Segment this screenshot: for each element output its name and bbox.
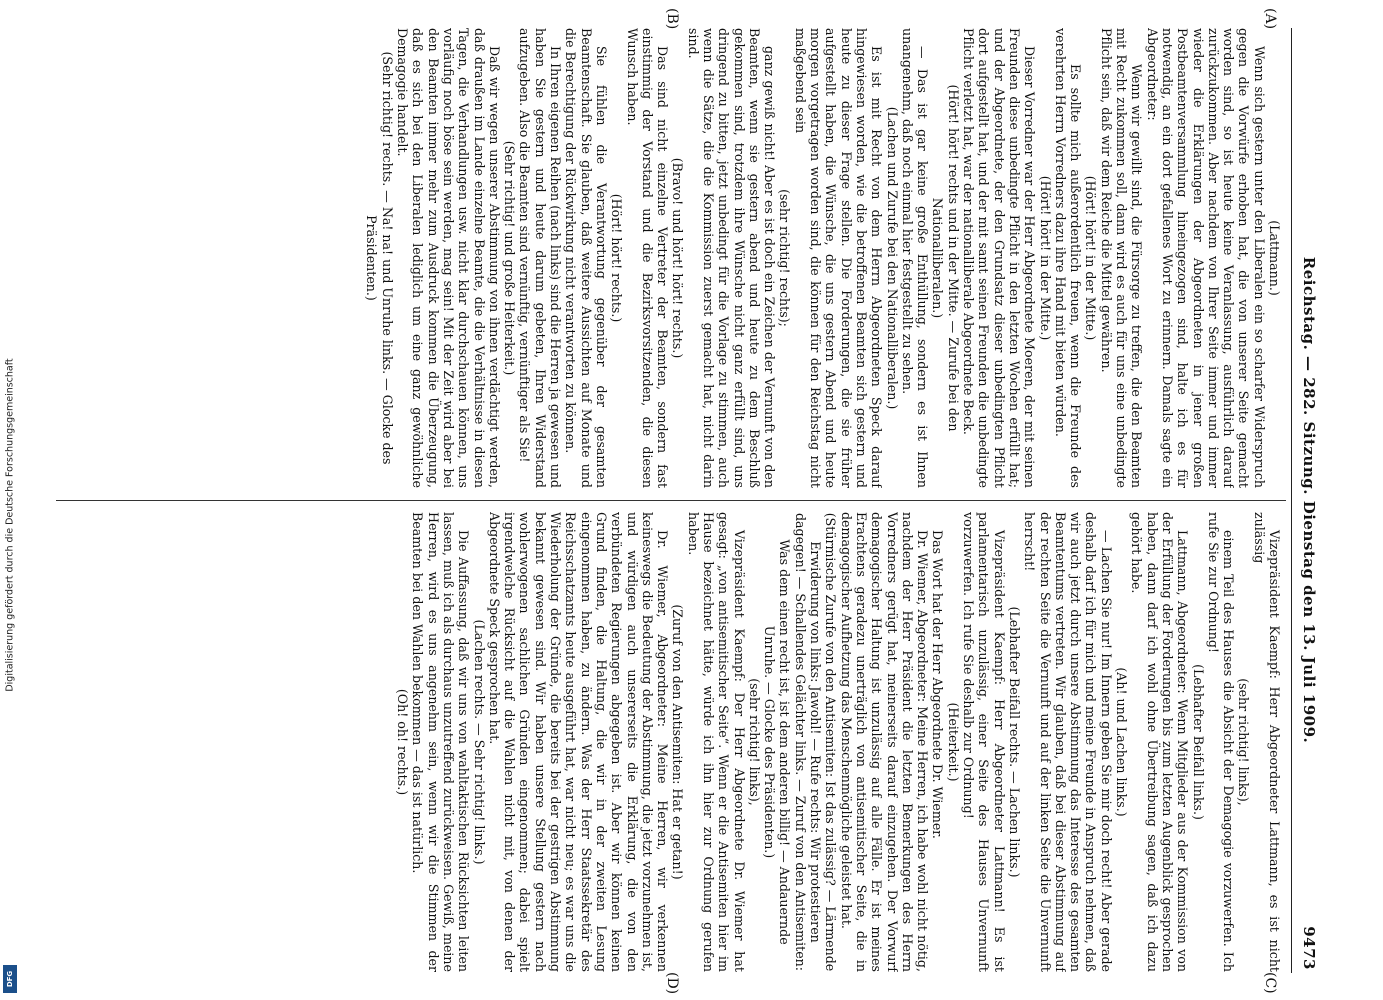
margin-marker-d: (D)	[664, 972, 680, 995]
paragraph: Dr. Wiemer, Abgeordneter: Meine Herren, wir verkennen keineswegs die Bedeutung der Abstimmung, die jetzt vorzunehmen ist, und würdigen auch unsererseits die Erklärung, die von den verbündeten Regierungen abgegeben ist. Aber wir können keinen Grund finden, die Haltung, die wir in der zweiten Lesung eingenommen haben, zu ändern. Was der Herr Staatssekretär des Reichsschatzamts heute ausgeführt hat, war nicht neu; es war uns die Wiederholung der Gründe, die bereits bei der gestrigen Abstimmung bekannt gewesen sind. Wir haben unsere Stellung gestern nach wohlerwogenen sachlichen Gründen eingenommen; dabei spielt irgendwelche Rücksicht auf die Wahlen nicht mit, von denen der Abgeordnete Speck gesprochen hat.	[486, 512, 671, 972]
left-column	[42, 28, 1282, 488]
paragraph: — Lachen Sie nur! Im Innern geben Sie mir doch recht! Aber gerade deshalb darf ich für mich und meine Freunde in Anspruch nehmen, daß wir auch jetzt durch unsere Abstimmung das Interesse des gesamten Beamtentums vertreten. Wir glauben, daß bei dieser Abstimmung auf der rechten Seite die Vernunft und auf der linken Seite die Unvernunft herrscht!	[1022, 512, 1114, 972]
interjection: (Heiterkeit.)	[945, 702, 961, 782]
header-rule	[1291, 28, 1292, 973]
interjection: (Zuruf von den Antisemiten: Hat er getan!)	[670, 604, 686, 880]
paragraph: Vizepräsident Kaempf: Der Herr Abgeordnete Dr. Wiemer hat gesagt: „von antisemitischer Seite“. Wenn er die Antisemiten hier im Hause bezeichnet hätte, würde ich ihn hier zur Ordnung gerufen haben.	[685, 512, 747, 972]
paragraph: In Ihren eigenen Reihen (nach links) sind die Herren ja gewesen und haben Sie gestern und heute darum gebeten, Ihren Widerstand aufzugeben. Also die Beamten sind vernünftig, vernünftiger als Sie!	[517, 28, 564, 488]
margin-marker-c: (C)	[1262, 972, 1278, 994]
margin-marker-a: (A)	[1262, 8, 1278, 30]
interjection: (Sehr richtig! rechts. — Na! na! und Unruhe links. — Glocke des Präsidenten.)	[364, 51, 395, 465]
rotated-sheet	[20, 0, 1320, 1000]
credit-text: Digitalisierung gefördert durch die Deutsche Forschungsgemeinschaft	[4, 358, 16, 692]
paragraph: Lattmann, Abgeordneter: Wenn Mitglieder aus der Kommission von der Erfüllung der Forderungen bis zum letzten Augenblick gesprochen haben, dann darf ich wohl ohne Übertreibung sagen, daß ich dazu gehört habe.	[1129, 512, 1191, 972]
paragraph: Das sind nicht einzelne Vertreter der Beamten, sondern fast einstimmig der Vorstand und die Bezirksvorsitzenden, die diesen Wunsch haben.	[624, 28, 671, 488]
paragraph: Dr. Wiemer, Abgeordneter: Meine Herren, ich habe wohl nicht nötig, nachdem der Herr Präsident die letzten Bemerkungen des Herrn Vorredners gerügt hat, meinerseits darauf einzugehen. Der Vorwurf demagogischer Haltung ist unzulässig auf alle Fälle. Er ist meines Erachtens geradezu unerträglich von antisemitischer Seite, die in demagogischer Aufhetzung das Menschenmögliche geleistet hat.	[838, 512, 931, 972]
paragraph: Das Wort hat der Herr Abgeordnete Dr. Wiemer.	[930, 530, 946, 839]
paragraph: Vizepräsident Kaempf: Herr Abgeordneter Lattmann! Es ist parlamentarisch unzulässig, einer Seite des Hauses Unvernunft vorzuwerfen. Ich rufe Sie deshalb zur Ordnung!	[961, 512, 1007, 972]
dfg-logo-text: DFG	[6, 970, 14, 988]
paragraph: Vizepräsident Kaempf: Herr Abgeordneter Lattmann, es ist nicht zulässig	[1251, 512, 1282, 972]
interjection: (Oh! oh! rechts.)	[395, 688, 411, 796]
right-column	[42, 512, 1282, 972]
interjection: (Hört! hört! in der Mitte.)	[1037, 175, 1053, 341]
interjection: (Bravo! und hört! hört! rechts.)	[670, 157, 686, 359]
paragraph: Es ist mit Recht von dem Herrn Abgeordneten Speck darauf hingewiesen worden, wie die betroffenen Beamten sich gestern und heute zu dieser Frage stellen. Die Forderungen, die sie früher aufgestellt haben, die Wünsche, die uns gestern Abend und heute morgen vorgetragen worden sind, die können für den Reichstag nicht maßgebend sein	[792, 28, 885, 488]
paragraph: Sie fühlen die Verantwortung gegenüber der gesamten Beamtenschaft. Sie glauben, daß weitere Aussichten auf Monate und die Berechtigung der Rückwirkung nicht verantworten zu können.	[563, 28, 609, 488]
header-title: Reichstag. — 282. Sitzung. Dienstag den 13. Juli 1909.	[1300, 256, 1318, 744]
dfg-logo	[3, 965, 17, 993]
interjection: (Hört! hört! in der Mitte.)	[1083, 175, 1099, 341]
interjection: (Lebhafter Beifall rechts. — Lachen links.)	[1006, 606, 1022, 878]
interjection: (sehr richtig! rechts);	[777, 189, 793, 327]
interjection: (sehr richtig! links),	[746, 678, 762, 806]
paragraph: Dieser Vorredner war der Herr Abgeordnete Moeren, der mit seinen Freunden diese unbedingte Pflicht in den letzten Wochen erfüllt hat; und der Abgeordnete, der den Grundsatz dieser unbedingten Pflicht dort aufgestellt hat, und der mit samt seinen Freunden die unbedingte Pflicht verletzt hat, war der nationalliberale Abgeordnete Beck.	[961, 28, 1038, 488]
margin-marker-b: (B)	[664, 8, 680, 30]
speaker-marker: (Lattmann.)	[1267, 220, 1282, 296]
page-number: 9473	[1300, 926, 1318, 970]
interjection: (Hört! hört! rechts.)	[609, 193, 625, 323]
running-header	[1292, 30, 1318, 970]
interjection: (Lachen und Zurufe bei den Nationalliberalen.)	[884, 106, 900, 410]
quote: Es sollte mich außerordentlich freuen, wenn die Freunde des verehrten Herrn Vorredners dazu ihre Hand mit bieten würden.	[1052, 28, 1084, 488]
paragraph: ganz gewiß nicht! Aber es ist doch ein Zeichen der Vernunft von den Beamten, wenn sie gestern abend und heute zu dem Beschluß gekommen sind, trotzdem ihre Wünsche nicht ganz erfüllt sind, uns dringend zu bitten, jetzt unbedingt für die Vorlage zu stimmen, auch wenn die Sätze, die die Kommission zuerst gemacht hat, nicht darin sind.	[685, 28, 778, 488]
interjection: (Hört! hört! rechts und in der Mitte. — Zurufe bei den Nationalliberalen.)	[930, 84, 961, 432]
paragraph: — Das ist gar keine große Enthüllung, sondern es ist Ihnen unangenehm, daß noch einmal hier festgestellt zu sehen.	[899, 28, 931, 488]
interjection: (sehr richtig! links),	[1236, 678, 1252, 806]
interjection: (Sehr richtig! und große Heiterkeit.)	[502, 140, 518, 376]
interjection: (Lebhafter Beifall links.)	[1190, 664, 1206, 820]
interjection: (Lachen rechts. — Sehr richtig! links.)	[471, 619, 487, 865]
paragraph: Die Auffassung, daß wir uns von wahltaktischen Rücksichten leiten lassen, muß ich als durchaus unzutreffend zurückweisen. Gewiß, meine Herren, wird es uns angenehm sein, wenn wir die Stimmen der Beamten bei den Wahlen bekommen — das ist natürlich.	[410, 512, 472, 972]
interjection: (Stürmische Zurufe von den Antisemiten: Ist das zulässig? — Lärmende Erwiderung von links: Jawohl! — Rufe rechts: Wir protestieren dagegen! — Schallendes Gelächter links. — Zuruf von den Antisemiten: Was dem einen recht ist, ist dem anderen billig! — Andauernde Unruhe. — Glocke des Präsidenten.)	[762, 512, 839, 972]
digitization-credit	[2, 60, 18, 990]
interjection: (Ah! und Lachen links.)	[1114, 667, 1130, 817]
column-divider	[56, 500, 1286, 501]
paragraph: einem Teil des Hauses die Absicht der Demagogie vorzuwerfen. Ich rufe Sie zur Ordnung!	[1205, 512, 1237, 972]
paragraph: Daß wir wegen unserer Abstimmung von ihnen verdächtigt werden, daß draußen im Lande einzelne Beamte, die die Verhältnisse in diesen Tagen, die Verhandlungen usw. nicht klar durchschauen können, uns vorläufig noch böse sein werden, mag sein! Mit der Zeit wird aber bei den Beamten immer mehr zum Ausdruck kommen die Überzeugung, daß es sich bei den Liberalen lediglich um eine ganz gewöhnliche Demagogie handelt.	[395, 28, 502, 488]
paragraph: Wenn sich gestern unter den Liberalen ein so scharfer Widerspruch gegen die Vorwürfe erhoben hat, die von unserer Seite gemacht worden sind, so ist heute keine Veranlassung, ausführlich darauf zurückzukommen. Aber nachdem von Ihrer Seite immer und immer wieder die Erklärungen der Abgeordneten in jener großen Postbeamtenversammlung hineingezogen sind, halte ich es für notwendig, an ein dort gefallenes Wort zu erinnern. Damals sagte ein Abgeordneter:	[1144, 28, 1267, 488]
quote: Wenn wir gewillt sind, die Fürsorge zu treffen, die den Beamten mit Recht zukommen soll, dann wird es auch für uns eine unbedingte Pflicht sein, daß wir dem Reiche die Mittel gewähren.	[1098, 28, 1145, 488]
